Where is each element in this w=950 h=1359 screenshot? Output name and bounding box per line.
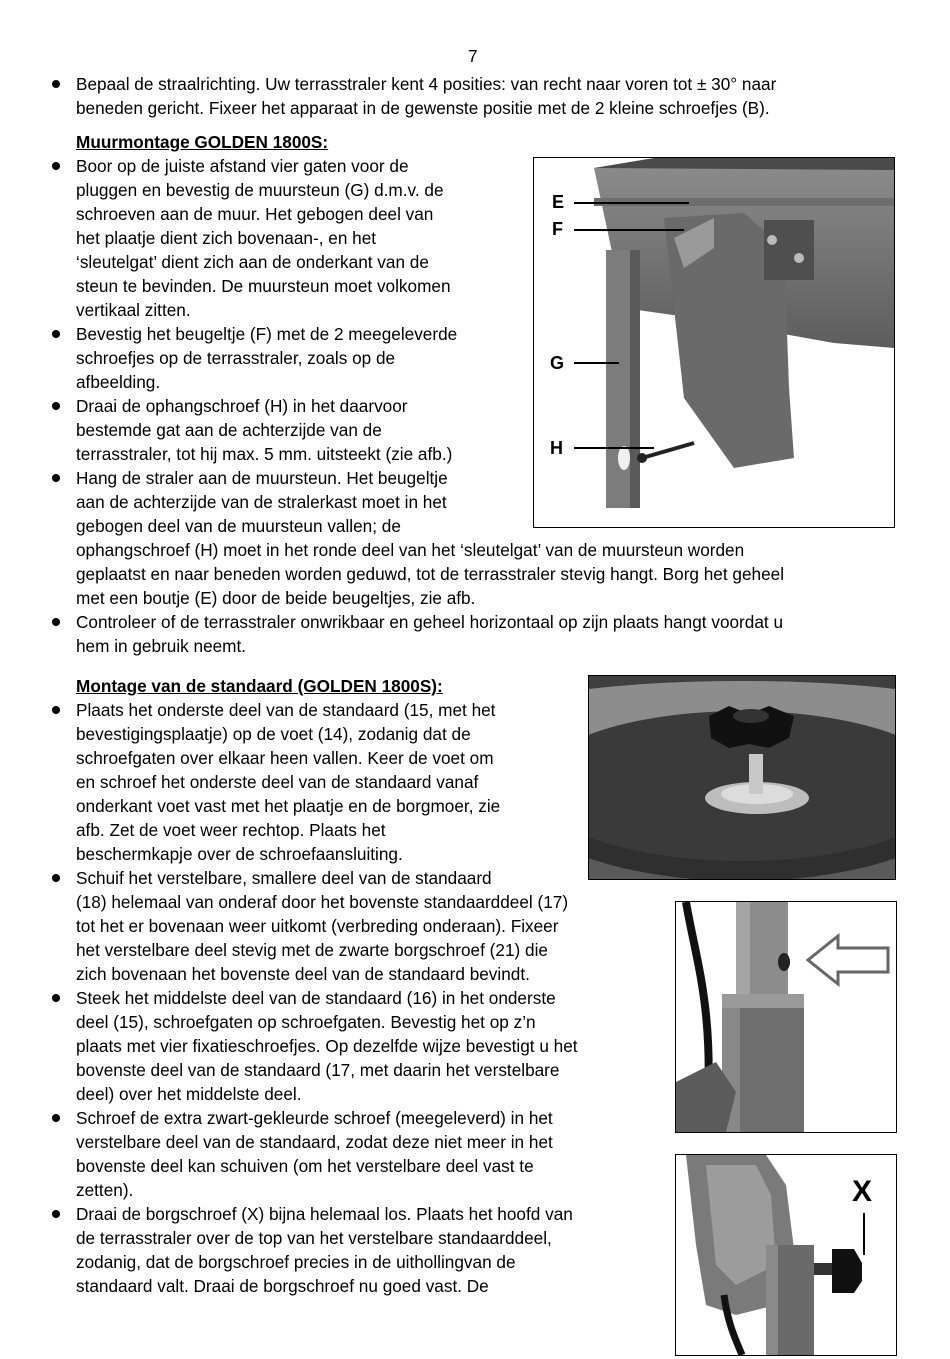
text-line: en schroef het onderste deel van de standaard vanaf [76,772,479,792]
bullet-dot [52,162,60,170]
wall-bracket-photo [533,157,895,528]
text-line: Draai de ophangschroef (H) in het daarvoor [76,396,408,416]
text-line: ophangschroef (H) moet in het ronde deel van het ‘sleutelgat’ van de muursteun worden [76,540,745,560]
text-line: Schuif het verstelbare, smallere deel van de standaard [76,868,492,888]
text-line: schroefjes op de terrasstraler, zoals op de [76,348,396,368]
text-line: Hang de straler aan de muursteun. Het beugeltje [76,468,448,488]
bullet-dot [52,618,60,626]
text-line: bovenste deel kan schuiven (om het verstelbare deel vast te [76,1156,534,1176]
text-line: terrasstraler, tot hij max. 5 mm. uitsteekt (zie afb.) [76,444,453,464]
bullet-dot [52,1210,60,1218]
text-line: (18) helemaal van onderaf door het bovenste standaarddeel (17) [76,892,569,912]
text-line: plaats met vier fixatieschroefjes. Op dezelfde wijze bevestigt u het [76,1036,578,1056]
text-line: Draai de borgschroef (X) bijna helemaal los. Plaats het hoofd van [76,1204,573,1224]
callout-g: G [550,353,565,373]
text-line: deel (15), schroefgaten op schroefgaten. Bevestig het op z’n [76,1012,536,1032]
text-line: bestemde gat aan de achterzijde van de [76,420,382,440]
text-line: geplaatst en naar beneden worden geduwd, tot de terrasstraler stevig hangt. Borg het geheel [76,564,785,584]
text-line: bovenste deel van de standaard (17, met daarin het verstelbare [76,1060,560,1080]
text-line: beschermkapje over de schroefaansluiting. [76,844,403,864]
text-line: hem in gebruik neemt. [76,636,247,656]
callout-e: E [552,192,565,212]
bullet-dot [52,994,60,1002]
section-heading-wall: Muurmontage GOLDEN 1800S: [76,132,329,152]
callout-x: X [852,1175,873,1208]
text-line: aan de achterzijde van de stralerkast moet in het [76,492,447,512]
text-line: schroeven aan de muur. Het gebogen deel van [76,204,434,224]
text-line: zodanig, dat de borgschroef precies in de uithollingvan de [76,1252,516,1272]
text-line: deel) over het middelste deel. [76,1084,302,1104]
text-line: met een boutje (E) door de beide beugeltjes, zie afb. [76,588,476,608]
callout-h: H [550,438,563,458]
bullet-dot [52,80,60,88]
text-line: Bevestig het beugeltje (F) met de 2 meegeleverde [76,324,458,344]
text-line: afb. Zet de voet weer rechtop. Plaats het [76,820,386,840]
bullet-dot [52,706,60,714]
intro-line-1: Bepaal de straalrichting. Uw terrasstraler kent 4 posities: van recht naar voren tot ± 30° naar [76,74,777,94]
text-line: bevestigingsplaatje) op de voet (14), zodanig dat de [76,724,471,744]
text-line: ‘sleutelgat’ dient zich aan de onderkant van de [76,252,429,272]
bullet-dot [52,874,60,882]
text-line: Steek het middelste deel van de standaard (16) in het onderste [76,988,556,1008]
text-line: zich bovenaan het bovenste deel van de standaard bevindt. [76,964,530,984]
bullet-dot [52,402,60,410]
text-line: schroefgaten over elkaar heen vallen. Keer de voet om [76,748,494,768]
text-line: vertikaal zitten. [76,300,191,320]
text-line: standaard valt. Draai de borgschroef nu goed vast. De [76,1276,489,1296]
text-line: tot het er bovenaan weer uitkomt (verbreding onderaan). Fixeer [76,916,559,936]
bullet-dot [52,330,60,338]
section-heading-stand: Montage van de standaard (GOLDEN 1800S): [76,676,443,696]
bullet-dot [52,1114,60,1122]
callout-f: F [552,219,563,239]
stand-head-photo [675,1154,897,1356]
text-line: pluggen en bevestig de muursteun (G) d.m.v. de [76,180,444,200]
text-line: het plaatje dient zich bovenaan-, en het [76,228,377,248]
bullet-dot [52,474,60,482]
text-line: onderkant voet vast met het plaatje en de borgmoer, zie [76,796,501,816]
text-line: zetten). [76,1180,134,1200]
text-line: afbeelding. [76,372,161,392]
intro-line-2: beneden gericht. Fixeer het apparaat in de gewenste positie met de 2 kleine schroefjes (B). [76,98,770,118]
page-number: 7 [468,46,478,66]
text-line: Controleer of de terrasstraler onwrikbaar en geheel horizontaal op zijn plaats hangt voordat u [76,612,784,632]
stand-base-photo [588,675,896,880]
text-line: Schroef de extra zwart-gekleurde schroef (meegeleverd) in het [76,1108,553,1128]
text-line: de terrasstraler over de top van het verstelbare standaarddeel, [76,1228,552,1248]
text-line: het verstelbare deel stevig met de zwarte borgschroef (21) die [76,940,548,960]
stand-tube-photo [675,901,897,1133]
text-line: Boor op de juiste afstand vier gaten voor de [76,156,409,176]
text-line: verstelbare deel van de standaard, zodat deze niet meer in het [76,1132,553,1152]
text-line: gebogen deel van de muursteun vallen; de [76,516,401,536]
text-line: steun te bevinden. De muursteun moet volkomen [76,276,451,296]
text-line: Plaats het onderste deel van de standaard (15, met het [76,700,496,720]
